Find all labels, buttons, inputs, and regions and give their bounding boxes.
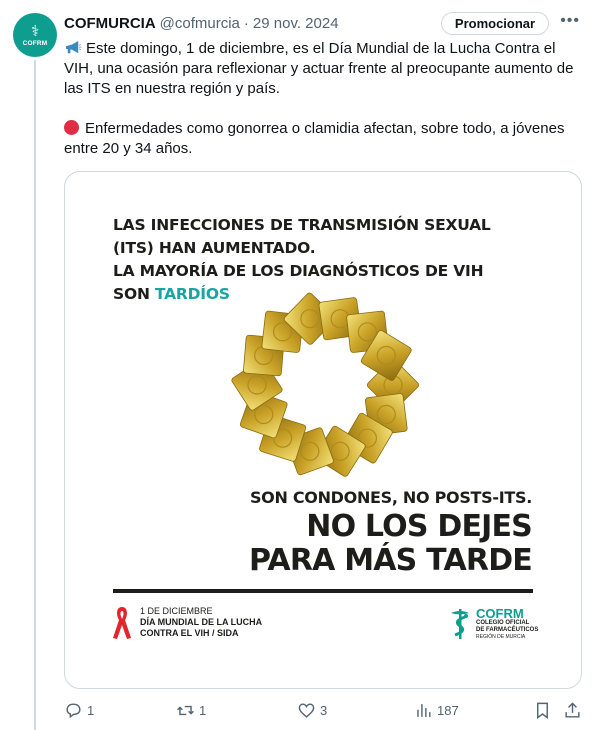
poster-headline-line: LA MAYORÍA DE LOS DIAGNÓSTICOS DE VIH [113,262,484,280]
bookmark-icon [533,701,552,720]
display-name[interactable]: COFMURCIA [64,14,156,32]
tweet-paragraph-1: Este domingo, 1 de diciembre, es el Día Mundial de la Lucha Contra el VIH, una ocasión para reflexionar y actuar frente al preocupante aumento de las ITS en nuestra región y país. [64,40,574,97]
poster-headline-line: SON TARDÍOS [113,285,230,303]
repost-button[interactable] [176,701,206,720]
poster-tagline-line: NO LOS DEJES [306,509,532,544]
event-line: CONTRA EL VIH / SIDA [140,628,239,638]
reply-count: 1 [87,703,95,718]
tweet-image[interactable] [64,171,582,689]
poster-highlight: TARDÍOS [154,285,230,303]
tweet-paragraph-2: Enfermedades como gonorrea o clamidia afectan, sobre todo, a jóvenes entre 20 y 34 años. [64,120,565,157]
like-button[interactable] [297,701,327,720]
condom-wreath-illustration [225,290,425,480]
avatar-text: COFRM [22,39,48,47]
thread-line [34,60,36,730]
red-ribbon-icon [111,605,133,641]
views-count: 187 [437,703,459,718]
event-line: DÍA MUNDIAL DE LA LUCHA [140,617,263,627]
org-name: COFRM [476,606,524,621]
action-bar [64,701,584,723]
views-button[interactable] [414,701,459,720]
poster-divider [113,589,533,593]
poster-tagline-small: SON CONDONES, NO POSTS-ITS. [249,488,532,507]
red-circle-icon [64,120,79,135]
event-date: 1 DE DICIEMBRE [140,606,213,616]
analytics-icon [414,701,433,720]
share-button[interactable] [563,701,582,720]
handle[interactable]: @cofmurcia [159,14,240,32]
heart-icon [297,701,316,720]
event-info [140,606,262,639]
tweet-header [64,12,588,34]
org-line: COLEGIO OFICIAL [476,620,530,626]
tweet-text [64,39,584,179]
like-count: 3 [320,703,328,718]
caduceus-icon: ⚕ [30,21,40,40]
bookmark-button[interactable] [533,701,552,720]
reply-icon [64,701,83,720]
repost-icon [176,701,195,720]
avatar[interactable] [13,13,57,57]
org-line: REGIÓN DE MURCIA [476,634,526,640]
poster-tagline-big [249,510,532,578]
promote-button[interactable]: Promocionar [441,12,549,35]
reply-button[interactable] [64,701,94,720]
cofrm-logo [447,607,538,641]
separator: · [243,14,249,32]
share-icon [563,701,582,720]
poster-tagline-line: PARA MÁS TARDE [249,543,532,578]
caduceus-logo-icon [447,607,473,641]
poster-headline-line: (ITS) HAN AUMENTADO. [113,239,316,257]
org-line: DE FARMACÉUTICOS [476,627,539,633]
timestamp[interactable]: 29 nov. 2024 [252,14,339,32]
more-options-icon[interactable]: ••• [560,12,580,29]
repost-count: 1 [199,703,207,718]
poster-headline-line: LAS INFECCIONES DE TRANSMISIÓN SEXUAL [113,216,491,234]
megaphone-icon [64,41,82,55]
